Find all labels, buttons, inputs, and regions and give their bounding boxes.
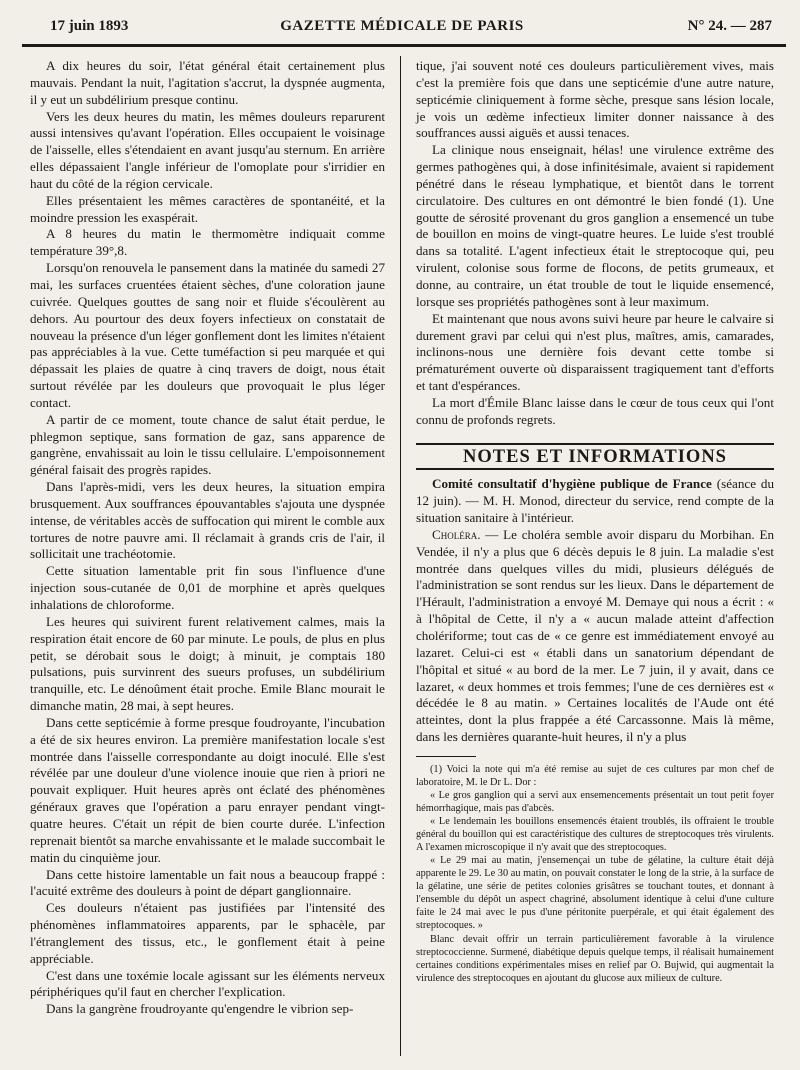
continued-paragraph: tique, j'ai souvent noté ces douleurs particulièrement vives, mais c'est la première fois que dans une septicémie d'une autre nature, septicémie cliniquement à forme sèche, presque sans lésion locale, je vois un œdème infectieux limiter donner naissance à des souffrances aussi aiguës et aussi tenaces. (416, 58, 774, 141)
paragraph: A 8 heures du matin le thermomètre indiquait comme température 39°,8. (30, 226, 385, 259)
paragraph: A dix heures du soir, l'état général était certainement plus mauvais. Pendant la nuit, l'agitation s'accrut, la dyspnée augmenta, il y eut un subdélirium presque continu. (30, 58, 385, 107)
paragraph: Dans la gangrène froudroyante qu'engendre le vibrion sep- (46, 1001, 354, 1017)
running-header (22, 18, 782, 40)
committee-heading: Comité consultatif d'hygiène publique de France (432, 476, 712, 492)
footnote: (1) Voici la note qui m'a été remise au sujet de ces cultures par mon chef de laboratoire, M. le Dr L. Dor : (416, 763, 774, 788)
header-rule (22, 44, 786, 47)
paragraph: Lorsqu'on renouvela le pansement dans la matinée du samedi 27 mai, les surfaces cruentées étaient sèches, d'une coloration jaune cuivrée. Quelques gouttes de sang noir et fluide s'écoulèrent au dehors. Au pourtour des deux foyers infectieux on constatait de nouveau la présence d'un léger gonflement dont les limites n'étaient pas appréciables à la vue. Cette tuméfaction si peu marquée et qui dépassait les plaies de quatre à cinq travers de doigt, nous était surtout révélée par les douleurs que provoquait le plus léger contact. (30, 260, 385, 410)
paragraph: Elles présentaient les mêmes caractères de spontanéité, et la moindre pression les exaspérait. (30, 192, 385, 225)
footnote: « Le 29 mai au matin, j'ensemençai un tube de gélatine, la culture était déjà apparente le 29. Le 30 au matin, on pouvait constater le long de la strie, à la surface de la gélatine, une série de petites colonies grisâtres se touchant toutes, et donnant à l'ensemble du dépôt un aspect chagriné, absolument identique à celui d'une culture faite le 24 mai avec le pus d'une péritonite puerpérale, et qui était également des streptocoques. » (416, 855, 774, 932)
cholera-text: — Le choléra semble avoir disparu du Morbihan. En Vendée, il n'y a plus que 6 décès depuis le 8 juin. La maladie s'est montrée dans quelques villes du midi, plusieurs délégués de l'administration se sont rendus sur les lieux. Dans le département de l'Hérault, l'administration a envoyé M. Demaye qui nous a écrit : « à l'hôpital de Cette, il n'y a « aucun malade atteint d'affection cholériforme; tout cas de « ce genre est immédiatement envoyé au lazaret. Celui-ci est « établi dans un sanatorium dépendant de l'hôpital et situé « au bord de la mer. Le 7 juin, il y avait, dans ce lazaret, « deux hommes et trois femmes; l'une de ces dernières est « décédée le 8 au matin. » Certaines localités de l'Aude ont été atteintes, dont la plus frappée a été Carcassonne. Mais là même, dans les dernières quarante-huit heures, il n'y a plus (416, 526, 774, 745)
cholera-paragraph (416, 527, 774, 746)
journal-title: GAZETTE MÉDICALE DE PARIS (280, 18, 524, 34)
committee-text: (séance du 12 juin). — M. H. Monod, directeur du service, rend compte de la situation sanitaire à l'intérieur. (416, 476, 774, 526)
issue-date: 17 juin 1893 (50, 18, 129, 34)
right-column (416, 58, 774, 985)
cholera-label: Choléra. (432, 526, 481, 542)
committee-paragraph (416, 476, 774, 527)
paragraph: Dans l'après-midi, vers les deux heures, la situation empira brusquement. Aux souffrances épouvantables s'ajouta une dyspnée intense, de véritables accès de suffocation qui mirent le comble aux tortures de notre pauvre ami. Il réclamait à grands cris de l'air, il sollicitait une trachéotomie. (30, 479, 385, 562)
paragraph: Cette situation lamentable prit fin sous l'influence d'une injection sous-cutanée de 0,01 de morphine et après quelques inhalations de chloroforme. (30, 563, 385, 612)
section-heading: NOTES ET INFORMATIONS (416, 443, 774, 471)
paragraph: Et maintenant que nous avons suivi heure par heure le calvaire si durement gravi par celui qui n'est plus, maîtres, amis, camarades, inclinons-nous une dernière fois devant cette tombe si prématurément ouverte où disparaissent tragiquement tant d'efforts et tant d'espérances. (416, 310, 774, 394)
page-number: N° 24. — 287 (687, 18, 772, 34)
paragraph: Vers les deux heures du matin, les mêmes douleurs reparurent aussi intensives qu'avant l'opération. Elles occupaient le voisinage de l'aisselle, elles s'étendaient en avant jusqu'au sternum. En arrière elles dépassaient l'angle inférieur de l'omoplate pour s'irridier en haut du côté de la région cervicale. (30, 108, 385, 191)
paragraph: Dans cette histoire lamentable un fait nous a beaucoup frappé : l'acuité extrême des douleurs à point de départ ganglionnaire. (30, 866, 385, 899)
paragraph: Les heures qui suivirent furent relativement calmes, mais la respiration était encore de 60 par minute. Le pouls, de plus en plus petit, se dérobait sous le doigt; à minuit, je comptais 180 pulsations, puis survinrent des sueurs profuses, un subdélirium tranquille, etc. Le dénoûment était proche. Emile Blanc mourait le dimanche matin, 28 mai, à sept heures. (30, 613, 385, 714)
left-column (30, 58, 385, 1018)
footnote: Blanc devait offrir un terrain particulièrement favorable à la virulence streptococcienne. Surmené, diabétique depuis quelque temps, il réalisait humainement certaines conditions expérimentales mises en relief par O. Bujwid, qui augmentait la virulence des streptocoques en ajoutant du glucose aux milieux de culture. (416, 933, 774, 984)
paragraph: Dans cette septicémie à forme presque foudroyante, l'incubation a été de six heures environ. La première manifestation locale s'est montrée dans l'aisselle correspondante au doigt inoculé. Elle s'est révélée par une douleur d'une violence inouie que rien à priori ne pouvait expliquer. Huit heures après ont éclaté des phénomènes généraux graves que l'opération a paru enrayer pendant vingt-quatre heures. C'était un répit de bien courte durée. L'infection reprenait bientôt sa marche envahissante et le malade succombait le matin du cinquième jour. (30, 714, 385, 865)
column-divider (400, 56, 401, 1056)
footnote: « Le lendemain les bouillons ensemencés étaient troublés, ils offraient le trouble général du bouillon qui est caractéristique des cultures de streptocoques très virulents. A l'examen microscopique il n'y avait que des streptocoques. (416, 816, 774, 854)
footnote-rule (416, 756, 476, 757)
paragraph: La mort d'Émile Blanc laisse dans le cœur de tous ceux qui l'ont connu de profonds regrets. (416, 394, 774, 427)
paragraph: C'est dans une toxémie locale agissant sur les éléments nerveux périphériques qu'il faut en chercher l'explication. (30, 967, 385, 1000)
footnote: « Le gros ganglion qui a servi aux ensemencements présentait un tout petit foyer hémorrhagique, mais pas d'abcès. (416, 790, 774, 815)
paragraph: Ces douleurs n'étaient pas justifiées par l'intensité des phénomènes inflammatoires apparents, par le sphacèle, par l'étranglement des tissus, etc., le gonflement était à peine appréciable. (30, 900, 385, 966)
paragraph: A partir de ce moment, toute chance de salut était perdue, le phlegmon septique, sans formation de gaz, sans apparence de gangrène, envahissait au loin le tissu cellulaire. L'empoisonnement général faisait des progrès rapides. (30, 411, 385, 478)
footnotes (416, 763, 774, 985)
paragraph: La clinique nous enseignait, hélas! une virulence extrême des germes pathogènes qui, à dose infinitésimale, avaient si rapidement pénétré dans le réseau lymphatique, et bientôt dans le torrent circulatoire. Des cultures en ont démontré le bien fondé (1). Une goutte de sérosité provenant du gros ganglion a ensemencé un tube de bouillon en moins de vingt-quatre heures. Le luide s'est troublé dans sa totalité. L'agent infectieux était le streptocoque qui, peu virulent, colonise sous forme de flocons, de petits grumeaux, et donne, au contraire, un état trouble de tout le liquide ensemencé, lorsque ses propriétés pathogènes sont à leur maximum. (416, 142, 774, 309)
